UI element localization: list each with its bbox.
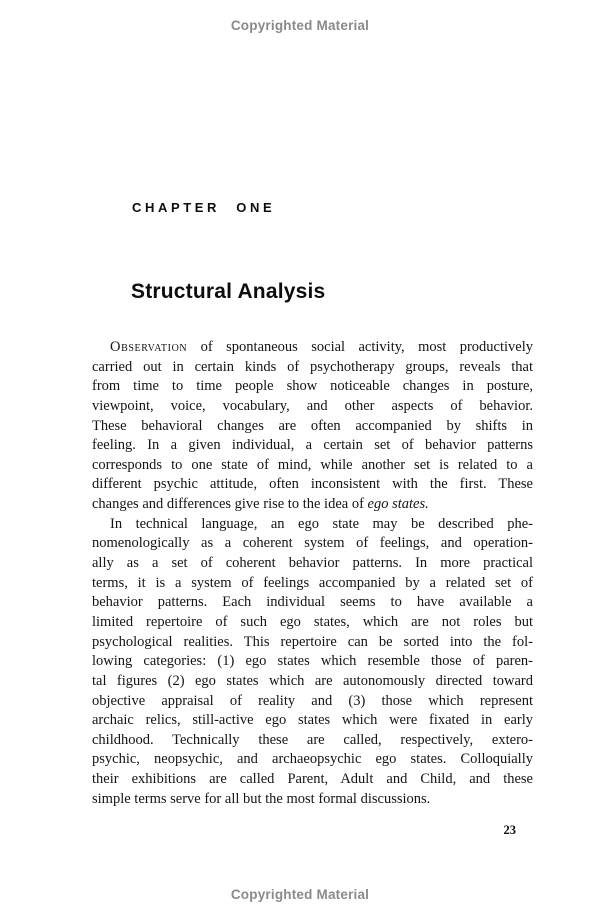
text-line: their exhibitions are called Parent, Adult and Child, and these [92, 771, 533, 788]
text-line: carried out in certain kinds of psychotherapy groups, reveals that [92, 358, 533, 375]
text-line: viewpoint, voice, vocabulary, and other aspects of behavior. [92, 397, 533, 414]
text-line: changes and differences give rise to the idea of ego states. [92, 496, 429, 513]
text-line: archaic relics, still-active ego states which were fixated in early [92, 712, 533, 729]
text-line: ally as a set of coherent behavior patterns. In more practical [92, 555, 533, 572]
text-line: behavior patterns. Each individual seems to have available a [92, 594, 533, 611]
text-line: In technical language, an ego state may be described phe- [110, 515, 533, 532]
copyright-notice-bottom: Copyrighted Material [230, 887, 370, 902]
text-line: childhood. Technically these are called, respectively, extero- [92, 731, 533, 748]
page-title: Structural Analysis [131, 280, 326, 303]
text-line: tal figures (2) ego states which are autonomously directed toward [92, 672, 533, 689]
text-line: psychic, neopsychic, and archaeopsychic ego states. Colloquially [92, 751, 533, 768]
text-line: feeling. In a given individual, a certain set of behavior patterns [92, 437, 533, 454]
page-number: 23 [503, 823, 516, 837]
text-line: lowing categories: (1) ego states which resemble those of paren- [92, 653, 533, 670]
chapter-label: CHAPTER ONE [132, 200, 276, 215]
text-line: These behavioral changes are often accompanied by shifts in [92, 417, 533, 434]
copyright-notice-top: Copyrighted Material [230, 18, 370, 33]
text-line: Observation of spontaneous social activity, most productively [110, 339, 533, 355]
text-line: nomenologically as a coherent system of feelings, and operation- [92, 535, 533, 552]
text-line: simple terms serve for all but the most formal discussions. [92, 790, 431, 807]
text-line: different psychic attitude, often inconsistent with the first. These [92, 476, 533, 493]
text-line: limited repertoire of such ego states, which are not roles but [92, 613, 533, 630]
text-line: from time to time people show noticeable changes in posture, [92, 378, 533, 395]
text-line: psychological realities. This repertoire can be sorted into the fol- [92, 633, 533, 650]
body-text [92, 338, 533, 809]
text-line: objective appraisal of reality and (3) those which represent [92, 692, 533, 709]
text-line: corresponds to one state of mind, while another set is related to a [92, 456, 533, 473]
text-line: terms, it is a system of feelings accompanied by a related set of [92, 574, 533, 591]
